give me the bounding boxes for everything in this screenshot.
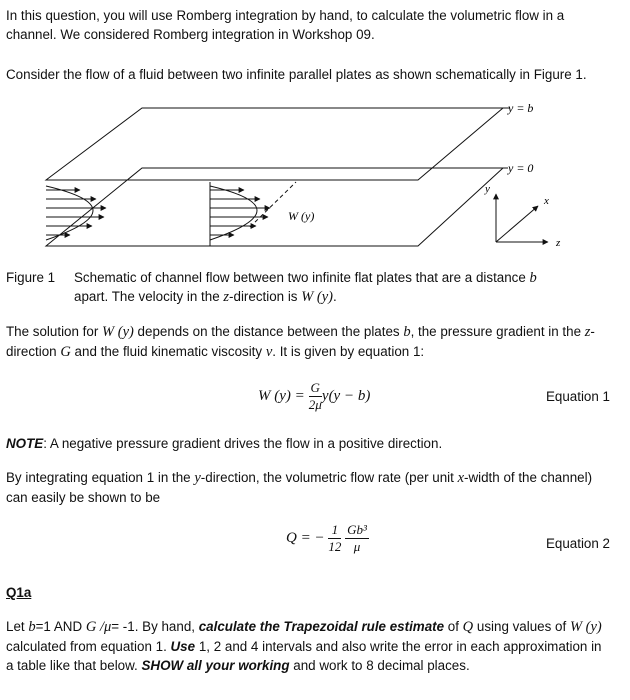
equation-2: Q = − $\frac{1}{12}$ $\frac{\text{Gb³}}{\mu}$ — [286, 522, 367, 554]
integrating-line-2: can easily be shown to be — [6, 490, 161, 505]
consider-paragraph: Consider the flow of a fluid between two infinite parallel plates as shown schematically in Figure 1. — [6, 67, 587, 82]
solution-line-2: direction G and the fluid kinematic viscosity ν. It is given by equation 1: — [6, 344, 425, 360]
axis-y-label: y — [485, 183, 490, 195]
caption-line-1: Schematic of channel flow between two infinite flat plates that are a distance b — [74, 270, 537, 286]
axis-x-label: x — [544, 195, 549, 207]
caption-line-2: apart. The velocity in the z-direction is W (y). — [74, 289, 337, 305]
equation-1-label: Equation 1 — [545, 389, 610, 404]
top-plate — [46, 108, 503, 180]
intro-line-1: In this question, you will use Romberg integration by hand, to calculate the volumetric flow in a — [6, 8, 565, 23]
q1a-heading: Q1a — [6, 585, 32, 600]
q1a-paragraph — [6, 617, 616, 675]
label-y-equals-b: y = b — [508, 101, 534, 115]
q1a-line-3: a table like that below. SHOW all your working and work to 8 decimal places. — [6, 658, 470, 673]
velocity-profile-left — [46, 186, 106, 240]
velocity-profile-center — [210, 182, 270, 246]
intro-line-2: channel. We considered Romberg integration in Workshop 09. — [6, 27, 375, 42]
solution-line-1: The solution for W (y) depends on the distance between the plates b, the pressure gradient in the z- — [6, 324, 595, 340]
note-paragraph: NOTE: A negative pressure gradient drives the flow in a positive direction. — [6, 436, 443, 451]
equation-1: W (y) = $\frac{G}{2\mu}$ y(y − b) — [258, 380, 371, 412]
velocity-label: W (y) — [288, 209, 315, 223]
coordinate-axes — [496, 194, 548, 242]
label-y-equals-0: y = 0 — [508, 161, 534, 175]
intro-paragraph — [6, 6, 616, 44]
q1a-line-1: Let b=1 AND G /μ= -1. By hand, calculate the Trapezoidal rule estimate of Q using values of W (y) — [6, 619, 602, 635]
integrating-line-1: By integrating equation 1 in the y-direction, the volumetric flow rate (per unit x-width of the channel) — [6, 470, 593, 486]
integrating-paragraph — [6, 468, 616, 507]
caption-label: Figure 1 — [6, 270, 56, 285]
channel-flow-figure — [0, 96, 630, 261]
q1a-line-2: calculated from equation 1. Use 1, 2 and 4 intervals and also write the error in each approximation in — [6, 639, 602, 654]
axis-z-label: z — [556, 237, 561, 249]
equation-2-label: Equation 2 — [545, 536, 610, 551]
solution-paragraph — [6, 322, 616, 362]
